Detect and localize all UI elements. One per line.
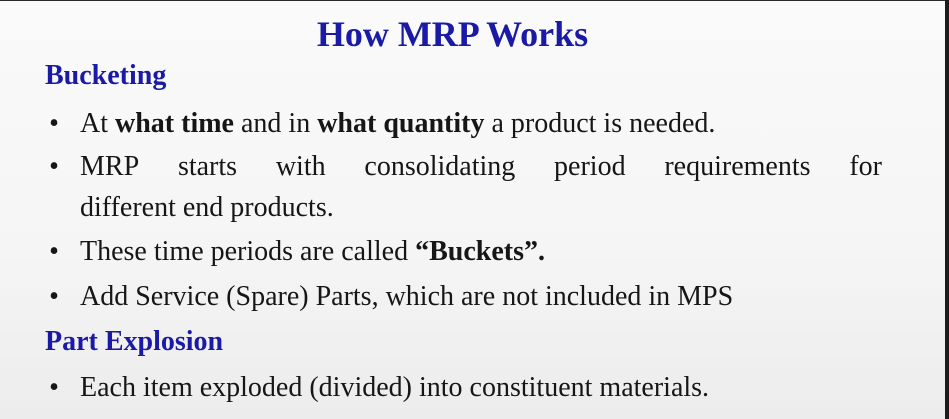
bullet-text-part: and in — [233, 108, 318, 139]
bullet-text — [80, 103, 882, 144]
bullet-item — [40, 103, 882, 144]
bullet-item — [40, 367, 882, 408]
bullet-item — [40, 231, 882, 272]
bullet-dot: • — [49, 236, 59, 267]
word: for — [849, 151, 882, 182]
word: MRP — [80, 151, 140, 182]
word: with — [275, 151, 326, 182]
word: period — [554, 151, 626, 182]
bullet-dot: • — [49, 281, 59, 312]
word: requirements — [664, 151, 811, 182]
bullet-item — [40, 276, 882, 317]
section-heading-bucketing: Bucketing — [45, 60, 167, 91]
bullet-emphasis: what time — [115, 108, 234, 139]
bullet-text-part: At — [80, 108, 115, 139]
bullet-dot: • — [49, 108, 59, 139]
bullet-text-line: different end products. — [80, 192, 334, 223]
bullet-text: Each item exploded (divided) into constituent materials. — [80, 372, 710, 403]
bullet-text: Add Service (Spare) Parts, which are not included in MPS — [80, 281, 734, 312]
bullet-text — [80, 146, 882, 228]
bullet-text-part: These time periods are called — [80, 236, 416, 267]
word: starts — [177, 151, 238, 182]
section-heading-part-explosion: Part Explosion — [45, 326, 224, 357]
bullet-emphasis: what quantity — [317, 108, 485, 139]
slide-title: How MRP Works — [316, 14, 589, 54]
bullet-text-part: a product is needed. — [484, 108, 716, 139]
bullet-text — [80, 231, 882, 272]
word: consolidating — [364, 151, 516, 182]
bullet-dot: • — [49, 372, 59, 403]
bullet-dot: • — [49, 151, 59, 182]
bullet-text-line-justified — [80, 146, 882, 187]
bullet-item — [40, 146, 882, 228]
bullet-emphasis: “Buckets”. — [415, 236, 545, 267]
